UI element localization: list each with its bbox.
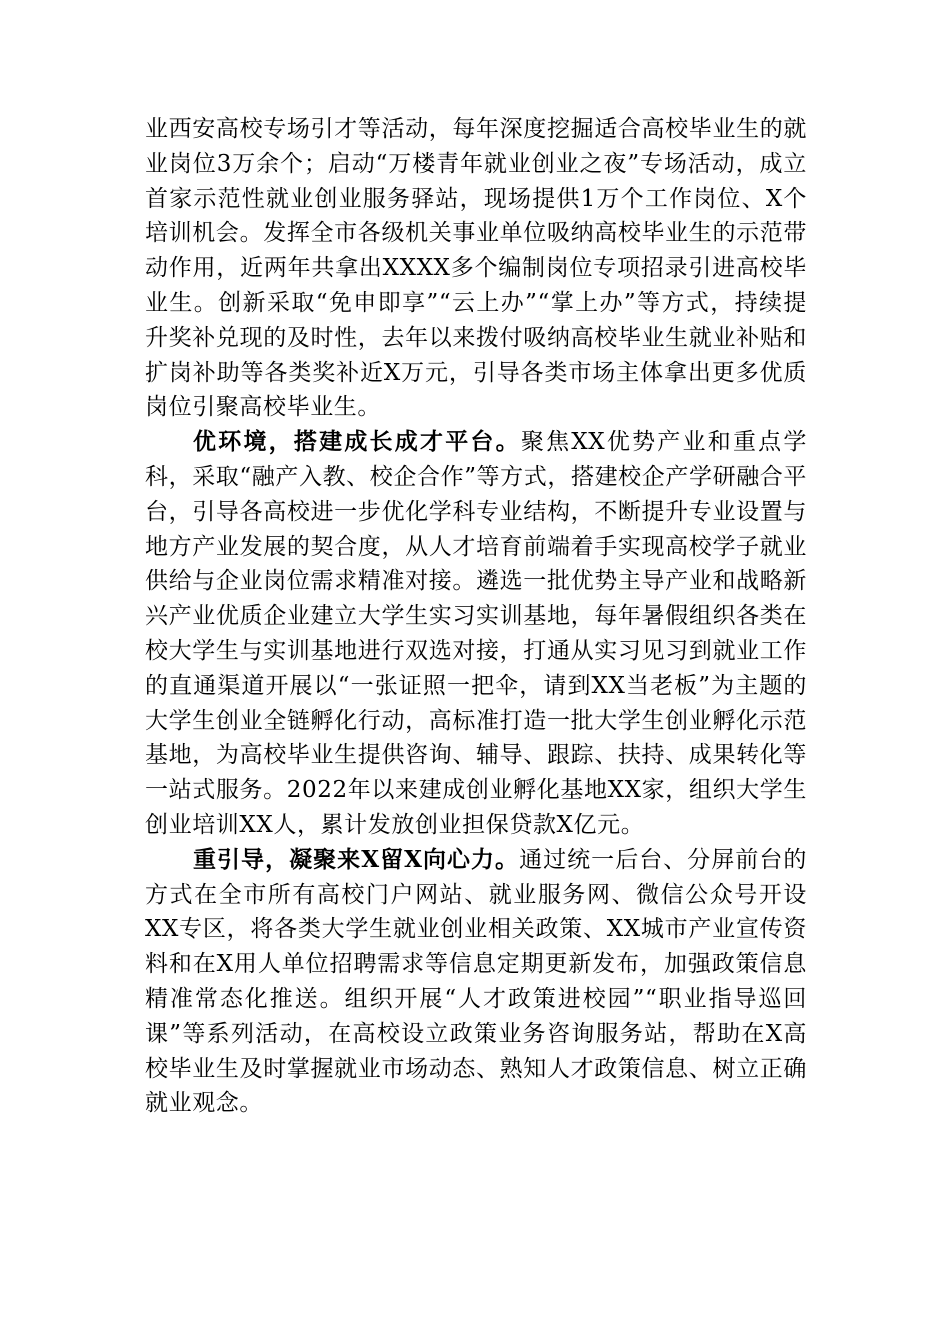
paragraph-heading: 优环境，搭建成长成才平台。 — [193, 428, 521, 456]
paragraph-body: 通过统一后台、分屏前台的方式在全市所有高校门户网站、就业服务网、微信公众号开设XX专区，将各类大学生就业创业相关政策、XX城市产业宣传资料和在X用人单位招聘需求等信息定期更新发布，加强政策信息精准常态化推送。组织开展“人才政策进校园”“职业指导巡回课”等系列活动，在高校设立政策业务咨询服务站，帮助在X高校毕业生及时掌握就业市场动态、熟知人才政策信息、树立正确就业观念。 — [145, 846, 808, 1117]
paragraph-heading: 重引导，凝聚来X留X向心力。 — [193, 845, 520, 873]
document-page — [145, 112, 807, 1121]
paragraph-guidance — [145, 843, 807, 1121]
paragraph-body: 聚焦XX优势产业和重点学科，采取“融产入教、校企合作”等方式，搭建校企产学研融合平台，引导各高校进一步优化学科专业结构，不断提升专业设置与地方产业发展的契合度，从人才培育前端着手实现高校学子就业供给与企业岗位需求精准对接。遴选一批优势主导产业和战略新兴产业优质企业建立大学生实习实训基地，每年暑假组织各类在校大学生与实训基地进行双选对接，打通从实习见习到就业工作的直通渠道开展以“一张证照一把伞，请到XX当老板”为主题的大学生创业全链孵化行动，高标准打造一批大学生创业孵化示范基地，为高校毕业生提供咨询、辅导、跟踪、扶持、成果转化等一站式服务。2022年以来建成创业孵化基地XX家，组织大学生创业培训XX人，累计发放创业担保贷款X亿元。 — [145, 429, 807, 838]
paragraph-optimize-environment — [145, 425, 807, 843]
paragraph-body: 业西安高校专场引才等活动，每年深度挖掘适合高校毕业生的就业岗位3万余个；启动“万楼青年就业创业之夜”专场活动，成立首家示范性就业创业服务驿站，现场提供1万个工作岗位、X个培训机会。发挥全市各级机关事业单位吸纳高校毕业生的示范带动作用，近两年共拿出XXXX多个编制岗位专项招录引进高校毕业生。创新采取“免申即享”“云上办”“掌上办”等方式，持续提升奖补兑现的及时性，去年以来拨付吸纳高校毕业生就业补贴和扩岗补助等各类奖补近X万元，引导各类市场主体拿出更多优质岗位引聚高校毕业生。 — [145, 116, 807, 421]
paragraph-continuation — [145, 112, 807, 425]
